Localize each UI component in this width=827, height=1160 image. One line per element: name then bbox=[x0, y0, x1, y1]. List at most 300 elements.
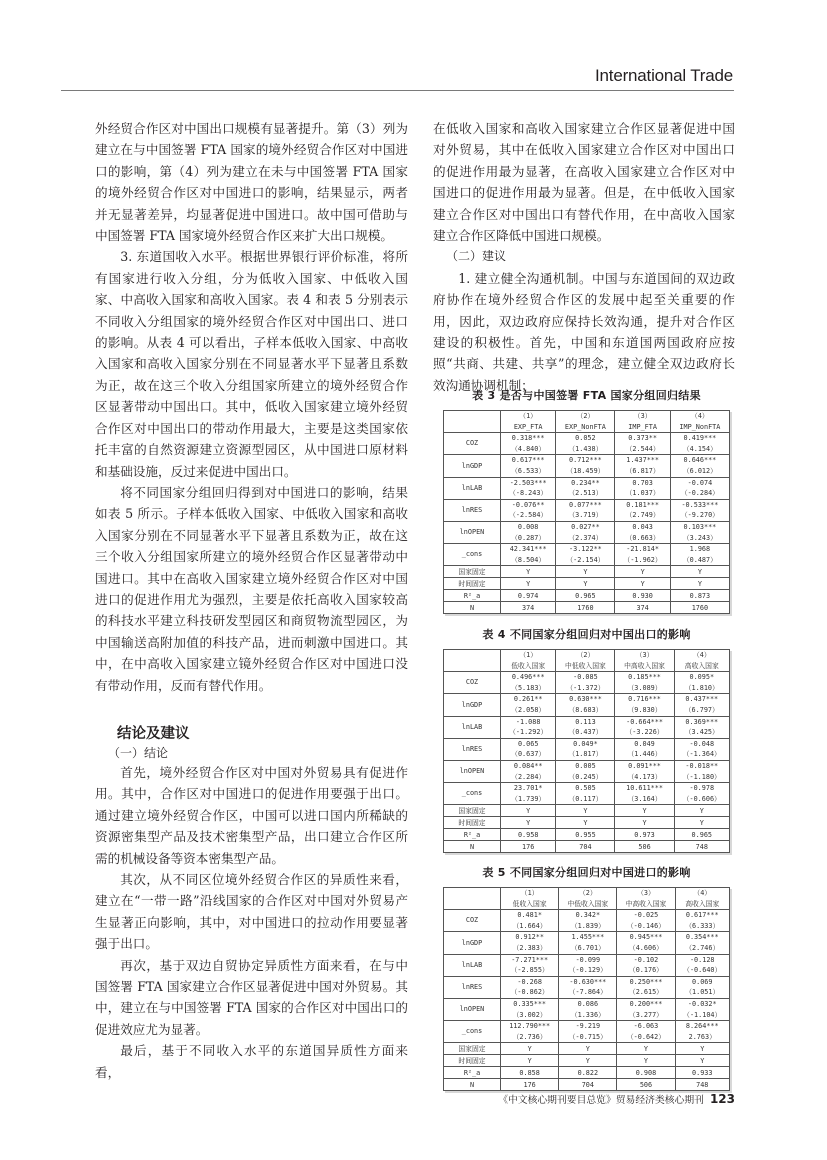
coefficient-cell bbox=[556, 433, 615, 455]
t-statistic: （3.089） bbox=[627, 683, 662, 692]
coefficient-cell bbox=[617, 976, 675, 998]
coefficient-cell bbox=[617, 932, 675, 954]
coefficient-cell bbox=[559, 998, 617, 1020]
body-paragraph: 在低收入国家和高收入国家建立合作区显著促进中国对外贸易，其中在低收入国家建立合作区对中国出口的促进作用最为显著，在高收入国家建立合作区对中国进口的促进作用最为显著。但是，在中低收入国家建立合作区对中国出口有替代作用，在中高收入国家建立合作区降低中国进口规模。 bbox=[433, 121, 735, 244]
summary-label: N bbox=[444, 602, 501, 614]
table-summary-row bbox=[444, 578, 730, 590]
body-paragraph: 最后，基于不同收入水平的东道国异质性方面来看， bbox=[95, 1043, 408, 1080]
summary-value: 176 bbox=[501, 1079, 559, 1091]
t-statistic: （2.513） bbox=[568, 489, 603, 498]
summary-value: Y bbox=[670, 578, 729, 590]
coefficient-cell bbox=[556, 694, 615, 716]
coefficient-cell bbox=[615, 544, 670, 566]
summary-value: 0.933 bbox=[675, 1067, 729, 1079]
t-statistic: （0.245） bbox=[568, 772, 603, 781]
t-statistic: （3.243） bbox=[682, 533, 717, 542]
column-header bbox=[501, 411, 556, 433]
summary-value: Y bbox=[559, 1043, 617, 1055]
coefficient-value: 0.027** bbox=[571, 522, 600, 531]
table-4 bbox=[443, 626, 730, 853]
coefficient-cell bbox=[674, 760, 729, 782]
variable-label: lnGDP bbox=[444, 455, 501, 477]
coefficient-cell bbox=[501, 455, 556, 477]
coefficient-cell bbox=[675, 954, 729, 976]
t-statistic: （-0.862） bbox=[510, 988, 549, 997]
journal-footer-text: 《中文核心期刊要目总览》贸易经济类核心期刊 bbox=[498, 1095, 704, 1106]
column-number: （2） bbox=[576, 651, 595, 659]
coefficient-cell bbox=[501, 521, 556, 543]
coefficient-cell bbox=[617, 1021, 675, 1043]
t-statistic: （8.504） bbox=[511, 555, 546, 564]
coefficient-value: -0.533*** bbox=[681, 500, 719, 509]
coefficient-cell bbox=[501, 998, 559, 1020]
summary-label: R²_a bbox=[444, 590, 501, 602]
table-header-row bbox=[444, 888, 730, 910]
t-statistic: （-1.292） bbox=[509, 728, 548, 737]
table-summary-row bbox=[444, 829, 730, 841]
summary-value: 0.965 bbox=[674, 829, 729, 841]
table-summary-row bbox=[444, 805, 730, 817]
coefficient-value: 1.968 bbox=[689, 545, 711, 554]
coefficient-value: 0.335*** bbox=[513, 999, 547, 1008]
summary-value: 0.965 bbox=[556, 590, 615, 602]
table-row bbox=[444, 694, 730, 716]
coefficient-cell bbox=[556, 521, 615, 543]
t-statistic: （-1.180） bbox=[682, 772, 721, 781]
coefficient-cell bbox=[501, 716, 556, 738]
column-number: （3） bbox=[633, 412, 652, 420]
table-summary-row bbox=[444, 817, 730, 829]
summary-value: 0.973 bbox=[615, 829, 674, 841]
empty-header-cell bbox=[444, 411, 501, 433]
regression-table bbox=[443, 410, 730, 614]
summary-value: 0.958 bbox=[501, 829, 556, 841]
t-statistic: （6.333） bbox=[685, 921, 720, 930]
t-statistic: （2.058） bbox=[511, 705, 546, 714]
summary-value: Y bbox=[617, 1055, 675, 1067]
coefficient-cell bbox=[559, 976, 617, 998]
coefficient-cell bbox=[556, 716, 615, 738]
column-name: IMP_NonFTA bbox=[679, 422, 721, 431]
summary-label: R²_a bbox=[444, 829, 501, 841]
t-statistic: （-2.584） bbox=[509, 511, 548, 520]
summary-label: 国家固定 bbox=[444, 566, 501, 578]
t-statistic: （4.173） bbox=[627, 772, 662, 781]
coefficient-value: 0.617*** bbox=[685, 911, 719, 920]
summary-value: Y bbox=[501, 566, 556, 578]
coefficient-cell bbox=[556, 738, 615, 760]
summary-value: Y bbox=[617, 1043, 675, 1055]
coefficient-value: -0.085 bbox=[573, 673, 598, 682]
coefficient-cell bbox=[670, 544, 729, 566]
variable-label: lnOPEN bbox=[444, 760, 501, 782]
coefficient-value: 0.630*** bbox=[569, 695, 602, 704]
coefficient-value: -0.128 bbox=[689, 955, 715, 964]
coefficient-value: 0.113 bbox=[575, 717, 596, 726]
table-row bbox=[444, 455, 730, 477]
coefficient-value: 0.912** bbox=[515, 933, 544, 942]
summary-value: 1760 bbox=[556, 602, 615, 614]
coefficient-value: -6.063 bbox=[633, 1022, 659, 1031]
summary-value: Y bbox=[675, 1043, 729, 1055]
coefficient-value: -0.268 bbox=[517, 977, 542, 986]
coefficient-cell bbox=[615, 477, 670, 499]
t-statistic: （2.544） bbox=[625, 444, 660, 453]
summary-value: Y bbox=[559, 1055, 617, 1067]
t-statistic: （1.438） bbox=[568, 444, 603, 453]
coefficient-cell bbox=[501, 1021, 559, 1043]
column-header bbox=[556, 650, 615, 672]
coefficient-value: 0.103*** bbox=[683, 522, 717, 531]
t-statistic: （0.637） bbox=[511, 750, 546, 759]
t-statistic: （3.425） bbox=[684, 728, 719, 737]
coefficient-value: 0.200*** bbox=[629, 999, 663, 1008]
table-3 bbox=[443, 387, 730, 614]
coefficient-cell bbox=[556, 544, 615, 566]
coefficient-value: 0.716*** bbox=[628, 695, 661, 704]
coefficient-cell bbox=[615, 455, 670, 477]
empty-header-cell bbox=[444, 650, 501, 672]
summary-value: 374 bbox=[501, 602, 556, 614]
t-statistic: （-3.226） bbox=[625, 728, 664, 737]
t-statistic: （-2.154） bbox=[566, 555, 605, 564]
coefficient-value: 0.505 bbox=[575, 784, 596, 793]
coefficient-cell bbox=[615, 716, 674, 738]
summary-value: 176 bbox=[501, 841, 556, 853]
t-statistic: （1.336） bbox=[570, 1010, 605, 1019]
subsection-heading: （二）建议 bbox=[446, 249, 507, 264]
column-name: 中低收入国家 bbox=[567, 899, 609, 908]
t-statistic: （0.437） bbox=[568, 728, 603, 737]
coefficient-value: 0.086 bbox=[577, 999, 599, 1008]
coefficient-value: 0.234** bbox=[571, 478, 600, 487]
t-statistic: （2.746） bbox=[685, 943, 720, 952]
coefficient-value: 0.052 bbox=[575, 434, 596, 443]
t-statistic: （3.164） bbox=[627, 794, 662, 803]
table-summary-row bbox=[444, 1055, 730, 1067]
coefficient-value: -0.074 bbox=[687, 478, 713, 487]
column-number: （1） bbox=[519, 651, 538, 659]
coefficient-value: 0.945*** bbox=[629, 933, 663, 942]
coefficient-cell bbox=[556, 672, 615, 694]
t-statistic: （9.830） bbox=[627, 705, 662, 714]
summary-label: 时间固定 bbox=[444, 817, 501, 829]
coefficient-cell bbox=[615, 760, 674, 782]
table-row bbox=[444, 433, 730, 455]
coefficient-value: -3.122** bbox=[569, 545, 602, 554]
table-row bbox=[444, 521, 730, 543]
right-column bbox=[433, 118, 735, 396]
column-number: （3） bbox=[637, 889, 655, 897]
coefficient-cell bbox=[556, 783, 615, 805]
regression-table bbox=[443, 887, 730, 1091]
coefficient-value: 0.008 bbox=[517, 522, 539, 531]
coefficient-cell bbox=[559, 910, 617, 932]
t-statistic: （3.002） bbox=[512, 1010, 547, 1019]
coefficient-value: 0.069 bbox=[692, 977, 713, 986]
t-statistic: （1.839） bbox=[570, 921, 605, 930]
coefficient-value: 0.342* bbox=[575, 911, 601, 920]
summary-value: 0.908 bbox=[617, 1067, 675, 1079]
column-header bbox=[559, 888, 617, 910]
t-statistic: （1.037） bbox=[625, 489, 660, 498]
summary-value: 0.974 bbox=[501, 590, 556, 602]
coefficient-cell bbox=[675, 1021, 729, 1043]
coefficient-cell bbox=[670, 433, 729, 455]
column-header bbox=[615, 411, 670, 433]
coefficient-value: 0.181*** bbox=[626, 500, 659, 509]
coefficient-value: 0.369*** bbox=[685, 717, 719, 726]
t-statistic: （1.739） bbox=[511, 794, 546, 803]
running-header-title: International Trade bbox=[595, 66, 733, 85]
coefficient-cell bbox=[501, 760, 556, 782]
summary-value: 704 bbox=[556, 841, 615, 853]
summary-value: Y bbox=[501, 1055, 559, 1067]
coefficient-value: -0.664*** bbox=[626, 717, 663, 726]
summary-value: 748 bbox=[674, 841, 729, 853]
t-statistic: （6.533） bbox=[511, 466, 546, 475]
t-statistic: （0.487） bbox=[682, 555, 717, 564]
t-statistic: （-0.640） bbox=[683, 966, 722, 975]
variable-label: lnLAB bbox=[444, 954, 501, 976]
coefficient-cell bbox=[501, 694, 556, 716]
table-summary-row bbox=[444, 1043, 730, 1055]
coefficient-cell bbox=[675, 976, 729, 998]
coefficient-cell bbox=[617, 998, 675, 1020]
t-statistic: （-0.129） bbox=[568, 966, 607, 975]
body-paragraph: 将不同国家分组回归得到对中国进口的影响，结果如表 5 所示。子样本低收入国家、中低收入国家和高收入国家分别在不同显著水平下显著且系数为正，故在这三个收入分组国家所建立的境外经贸合作区显著带动中国进口。其中在高收入国家建立境外经贸合作区对中国进口的促进作用尤为强烈，主要是依托高收入国家较高的科技水平建立科技研发型园区和商贸物流型园区，为中国输送高附加值的科技产品，进而刺激中国进口。其中，在中高收入国家建立镜外经贸合作区对中国进口没有带动作用，反而有替代作用。 bbox=[95, 484, 408, 693]
body-paragraph: 1. 建立健全沟通机制。中国与东道国间的双边政府协作在境外经贸合作区的发展中起至关重要的作用，因此，双边政府应保持长效沟通，提升对合作区建设的积极性。首先，中国和东道国两国政府应按照“共商、共建、共享”的理念，建立健全双边政府长效沟通协调机制； bbox=[433, 270, 735, 393]
t-statistic: （-1.372） bbox=[566, 683, 605, 692]
variable-label: lnGDP bbox=[444, 694, 501, 716]
table-row bbox=[444, 910, 730, 932]
variable-label: lnLAB bbox=[444, 716, 501, 738]
coefficient-value: 23.701* bbox=[513, 784, 543, 793]
summary-value: 0.930 bbox=[615, 590, 670, 602]
coefficient-value: 0.095* bbox=[689, 673, 715, 682]
t-statistic: （6.817） bbox=[625, 466, 660, 475]
table-summary-row bbox=[444, 1079, 730, 1091]
coefficient-value: -0.048 bbox=[689, 739, 715, 748]
table-summary-row bbox=[444, 590, 730, 602]
coefficient-value: 0.481* bbox=[517, 911, 542, 920]
table-row bbox=[444, 738, 730, 760]
summary-value: Y bbox=[501, 817, 556, 829]
variable-label: lnRES bbox=[444, 499, 501, 521]
t-statistic: （0.176） bbox=[628, 966, 663, 975]
variable-label: lnRES bbox=[444, 738, 501, 760]
variable-label: lnRES bbox=[444, 976, 501, 998]
coefficient-value: 42.341*** bbox=[509, 545, 547, 554]
coefficient-value: 1.455*** bbox=[571, 933, 605, 942]
t-statistic: （1.664） bbox=[512, 921, 547, 930]
coefficient-cell bbox=[501, 672, 556, 694]
t-statistic: （8.683） bbox=[568, 705, 603, 714]
coefficient-value: -0.018** bbox=[685, 761, 719, 770]
table-caption: 表 3 是否与中国签署 FTA 国家分组回归结果 bbox=[472, 389, 701, 402]
summary-value: Y bbox=[675, 1055, 729, 1067]
t-statistic: （6.012） bbox=[682, 466, 717, 475]
coefficient-cell bbox=[556, 499, 615, 521]
coefficient-value: 0.617*** bbox=[511, 456, 545, 465]
summary-value: Y bbox=[674, 817, 729, 829]
t-statistic: （3.277） bbox=[628, 1010, 663, 1019]
summary-label: N bbox=[444, 1079, 501, 1091]
t-statistic: （-7.864） bbox=[568, 988, 607, 997]
coefficient-cell bbox=[501, 738, 556, 760]
column-name: 中低收入国家 bbox=[565, 661, 606, 670]
summary-value: 0.873 bbox=[670, 590, 729, 602]
coefficient-cell bbox=[556, 455, 615, 477]
summary-label: 时间固定 bbox=[444, 578, 501, 590]
t-statistic: （4.606） bbox=[628, 943, 663, 952]
summary-value: Y bbox=[674, 805, 729, 817]
t-statistic: （6.701） bbox=[570, 943, 605, 952]
column-name: 低收入国家 bbox=[511, 661, 546, 670]
empty-header-cell bbox=[444, 888, 501, 910]
variable-label: COZ bbox=[444, 910, 501, 932]
variable-label: lnOPEN bbox=[444, 521, 501, 543]
t-statistic: （-0.715） bbox=[568, 1032, 607, 1041]
variable-label: lnOPEN bbox=[444, 998, 501, 1020]
coefficient-value: -0.102 bbox=[633, 955, 659, 964]
column-header bbox=[501, 888, 559, 910]
subsection-heading: （一）结论 bbox=[108, 745, 169, 760]
t-statistic: （-0.642） bbox=[626, 1032, 666, 1041]
coefficient-cell bbox=[675, 998, 729, 1020]
coefficient-value: 0.703 bbox=[632, 478, 653, 487]
t-statistic: （2.749） bbox=[625, 511, 660, 520]
coefficient-value: 0.049 bbox=[634, 739, 655, 748]
coefficient-value: 0.646*** bbox=[683, 456, 717, 465]
variable-label: COZ bbox=[444, 433, 501, 455]
t-statistic: （3.719） bbox=[568, 511, 603, 520]
coefficient-cell bbox=[670, 521, 729, 543]
coefficient-cell bbox=[501, 932, 559, 954]
t-statistic: （1.817） bbox=[568, 750, 603, 759]
table-row bbox=[444, 783, 730, 805]
coefficient-cell bbox=[556, 760, 615, 782]
summary-value: Y bbox=[615, 578, 670, 590]
coefficient-cell bbox=[670, 455, 729, 477]
coefficient-cell bbox=[615, 738, 674, 760]
t-statistic: （0.117） bbox=[568, 794, 603, 803]
coefficient-value: 8.264*** bbox=[685, 1022, 719, 1031]
summary-value: 506 bbox=[615, 841, 674, 853]
coefficient-cell bbox=[674, 672, 729, 694]
t-statistic: （0.287） bbox=[511, 533, 546, 542]
coefficient-cell bbox=[559, 1021, 617, 1043]
table-row bbox=[444, 998, 730, 1020]
summary-value: Y bbox=[556, 805, 615, 817]
t-statistic: （4.154） bbox=[682, 444, 717, 453]
column-name: 高收入国家 bbox=[684, 661, 719, 670]
table-summary-row bbox=[444, 841, 730, 853]
t-statistic: （-1.364） bbox=[682, 750, 721, 759]
column-header bbox=[615, 650, 674, 672]
table-row bbox=[444, 1021, 730, 1043]
coefficient-value: 0.437*** bbox=[685, 695, 719, 704]
t-statistic: （2.736） bbox=[512, 1032, 547, 1041]
table-summary-row bbox=[444, 566, 730, 578]
summary-label: 时间固定 bbox=[444, 1055, 501, 1067]
summary-value: 1760 bbox=[670, 602, 729, 614]
column-number: （2） bbox=[576, 412, 595, 420]
column-header bbox=[556, 411, 615, 433]
t-statistic: 2.763） bbox=[688, 1032, 716, 1041]
t-statistic: （2.374） bbox=[568, 533, 603, 542]
coefficient-value: 0.354*** bbox=[685, 933, 719, 942]
coefficient-cell bbox=[615, 521, 670, 543]
t-statistic: （5.183） bbox=[511, 683, 546, 692]
column-header bbox=[501, 650, 556, 672]
body-paragraph: 外经贸合作区对中国出口规模有显著提升。第（3）列为建立在与中国签署 FTA 国家的境外经贸合作区对中国进口的影响，第（4）列为建立在未与中国签署 FTA 国家的境外经贸合作区对中国进口的影响，结果显示，两者并无显著差异，均显著促进中国进口。故中国可借助与中国签署 FTA 国家境外经贸合作区来扩大出口规模。 bbox=[95, 121, 408, 244]
summary-value: Y bbox=[670, 566, 729, 578]
variable-label: _cons bbox=[444, 783, 501, 805]
coefficient-cell bbox=[670, 477, 729, 499]
body-paragraph: 3. 东道国收入水平。根据世界银行评价标准，将所有国家进行收入分组，分为低收入国家、中低收入国家、中高收入国家和高收入国家。表 4 和表 5 分别表示不同收入分组国家的境外经贸合作区对中国出口、进口的影响。从表 4 可以看出，子样本低收入国家、中高收入国家和高收入国家分别在不同显著水平下显著且系数为正，故在这三个收入分组国家所建立的境外经贸合作区显著带动中国出口。其中，低收入国家建立境外经贸合作区对中国出口的带动作用最大，主要是这类国家依托丰富的自然资源建立资源型园区，从中国进口原材料和基础设施，反过来促进中国出口。 bbox=[95, 249, 408, 479]
summary-label: N bbox=[444, 841, 501, 853]
section-heading: 结论及建议 bbox=[117, 725, 190, 742]
variable-label: COZ bbox=[444, 672, 501, 694]
coefficient-cell bbox=[556, 477, 615, 499]
summary-value: Y bbox=[501, 805, 556, 817]
variable-label: lnLAB bbox=[444, 477, 501, 499]
variable-label: _cons bbox=[444, 544, 501, 566]
coefficient-value: 0.043 bbox=[632, 522, 653, 531]
table-row bbox=[444, 499, 730, 521]
column-name: 中高收入国家 bbox=[625, 899, 667, 908]
coefficient-cell bbox=[615, 694, 674, 716]
t-statistic: （6.797） bbox=[684, 705, 719, 714]
t-statistic: （-1.104） bbox=[683, 1010, 722, 1019]
coefficient-cell bbox=[675, 910, 729, 932]
t-statistic: （-0.284） bbox=[680, 489, 719, 498]
coefficient-value: -0.978 bbox=[689, 784, 715, 793]
page-number: 123 bbox=[709, 1092, 735, 1106]
column-header bbox=[674, 650, 729, 672]
column-header bbox=[670, 411, 729, 433]
t-statistic: （-8.243） bbox=[509, 489, 548, 498]
summary-label: R²_a bbox=[444, 1067, 501, 1079]
table-header-row bbox=[444, 411, 730, 433]
t-statistic: （1.051） bbox=[685, 988, 720, 997]
t-statistic: （-9.270） bbox=[680, 511, 719, 520]
t-statistic: （18.459） bbox=[566, 466, 605, 475]
coefficient-value: 1.437*** bbox=[626, 456, 659, 465]
coefficient-value: -2.503*** bbox=[509, 478, 547, 487]
column-name: 高收入国家 bbox=[685, 899, 720, 908]
table-row bbox=[444, 976, 730, 998]
table-row bbox=[444, 716, 730, 738]
t-statistic: （2.615） bbox=[628, 988, 663, 997]
t-statistic: （0.663） bbox=[625, 533, 660, 542]
coefficient-value: -0.630*** bbox=[569, 977, 607, 986]
coefficient-value: 0.318*** bbox=[511, 434, 545, 443]
t-statistic: （2.383） bbox=[512, 943, 547, 952]
header-rule bbox=[61, 90, 734, 91]
column-number: （2） bbox=[579, 889, 597, 897]
coefficient-cell bbox=[674, 738, 729, 760]
summary-value: Y bbox=[501, 578, 556, 590]
coefficient-value: -0.025 bbox=[633, 911, 659, 920]
body-paragraph: 再次，基于双边自贸协定异质性方面来看，在与中国签署 FTA 国家建立合作区显著促进中国对外贸易。其中，建立在与中国签署 FTA 国家的合作区对中国出口的促进效应尤为显著。 bbox=[95, 957, 408, 1037]
summary-label: 国家固定 bbox=[444, 805, 501, 817]
coefficient-value: 112.790*** bbox=[509, 1022, 551, 1031]
table-caption: 表 5 不同国家分组回归对中国进口的影响 bbox=[482, 866, 691, 879]
column-name: 中高收入国家 bbox=[624, 661, 665, 670]
t-statistic: （-0.606） bbox=[682, 794, 721, 803]
